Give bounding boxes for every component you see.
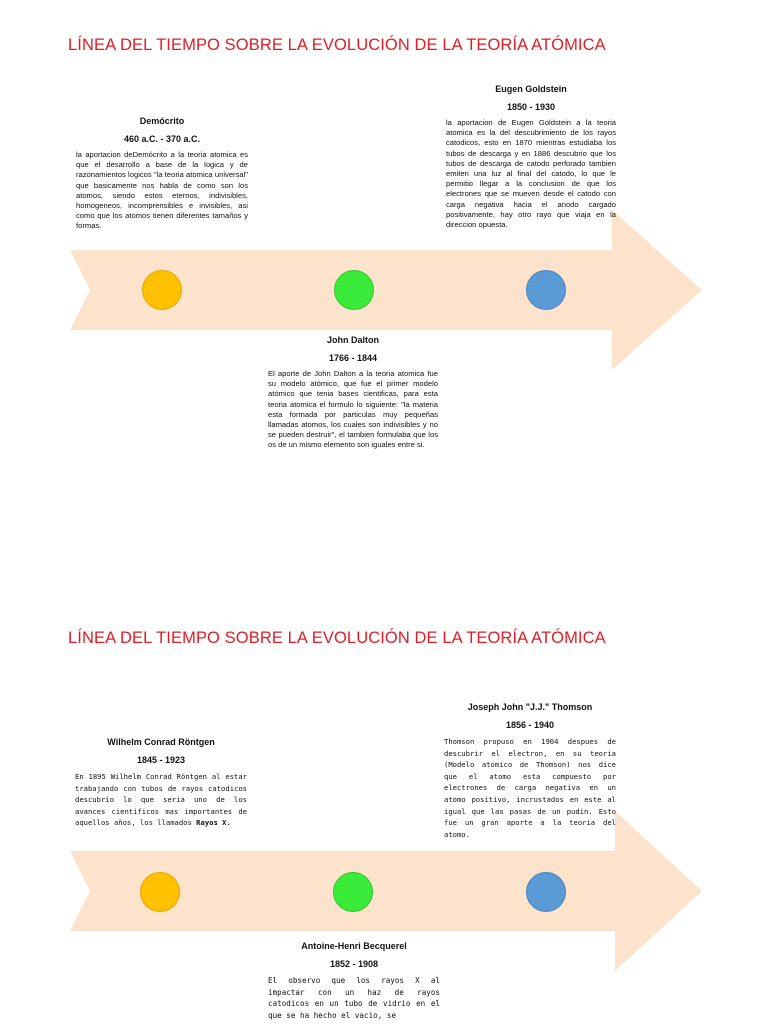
- entry-description: El observo que los rayos X al impactar con un haz de rayos catodicos en un tubo de vidrio en el que se ha hecho el vacio, se: [268, 976, 440, 1020]
- timeline-dot-becquerel: [333, 872, 373, 912]
- entry-rontgen: [75, 736, 247, 829]
- entry-description-bold: Rayos X.: [196, 818, 231, 828]
- entry-dates: 460 a.C. - 370 a.C.: [123, 134, 201, 144]
- timeline-dot-dalton: [334, 270, 374, 310]
- entry-description: El aporte de John Dalton a la teoria atomica fue su modelo atómico, que fue el primer modelo atómico que tenia bases cientificas, para esta teoria atomica el formulo lo siguiente: "la materia esta formada por particulas muy pequeñas llamadas atomos, los cuales son indivisibles y no se pueden destruir", el tambien formulaba que los os de un mismo elemento son iguales entre si.: [268, 369, 438, 450]
- entry-description: [75, 771, 247, 829]
- entry-description-text: En 1895 Wilhelm Conrad Röntgen al estar trabajando con tubos de rayos catodicos descubrio lo que seria uno de los avances cientificos mas importantes de aquellos años, los llamados: [75, 772, 247, 828]
- entry-name: Wilhelm Conrad Röntgen: [107, 737, 215, 747]
- entry-dates: 1845 - 1923: [136, 755, 186, 765]
- entry-name: Eugen Goldstein: [495, 84, 567, 94]
- timeline-dot-goldstein: [526, 270, 566, 310]
- entry-dates: 1766 - 1844: [328, 353, 378, 363]
- entry-dates: 1852 - 1908: [329, 959, 379, 969]
- entry-dates: 1850 - 1930: [506, 102, 556, 112]
- entry-dates: 1856 - 1940: [505, 720, 555, 730]
- entry-name: Joseph John "J.J." Thomson: [467, 702, 593, 712]
- entry-description: la aportacion de Eugen Goldstein a la teoria atomica es la del descubrimiento de los rayos catodicos, esto en 1870 mientras estudiaba los tubos de descarga y en 1886 descubrio que los tubos de descarga de catodo perforado tambien emiten una luz al final del catodo, lo que le permitio llegar a la conclusion de que los electrones que se mueven desde el catodo con carga negativa hacia el anodo cargado positivamente, hay otro rayo que viaja en la direccion opuesta.: [446, 118, 616, 230]
- entry-name: Demócrito: [139, 116, 185, 126]
- entry-name: John Dalton: [327, 335, 379, 345]
- entry-goldstein: [446, 83, 616, 230]
- timeline-dot-thomson: [526, 872, 566, 912]
- entry-dalton: [268, 334, 438, 451]
- entry-name: Antoine-Henri Becquerel: [301, 941, 407, 951]
- timeline-title: LÍNEA DEL TIEMPO SOBRE LA EVOLUCIÓN DE LA TEORÍA ATÓMICA: [68, 629, 606, 647]
- timeline-dot-democrito: [142, 270, 182, 310]
- timeline-title: LÍNEA DEL TIEMPO SOBRE LA EVOLUCIÓN DE LA TEORÍA ATÓMICA: [68, 36, 606, 54]
- entry-democrito: [76, 115, 248, 232]
- entry-thomson: [444, 701, 616, 840]
- entry-description: la aportacion deDemócrito a la teoria atomica es que el desarrollo a base de la logica y de razonamientos logicos "la teoria atomica universal" que basicamente nos habla de como son los atomos, siendo estos eternos, indivisibles, homogeneos, incomprensibles e invisibles, asi como que los atomos tienen diferentes tamaños y formas.: [76, 150, 248, 231]
- entry-becquerel: [268, 940, 440, 1021]
- timeline-dot-rontgen: [140, 872, 180, 912]
- entry-description: Thomson propuso en 1904 despues de descubrir el electron, en su teoria (Modelo atomico de Thomson) nos dice que el atomo esta compuesto por electrones de carga negativa en un atomo positivo, incrustados en este al igual que las pasas de un pudin. Esto fue un gran aporte a la teoria del atomo.: [444, 737, 616, 839]
